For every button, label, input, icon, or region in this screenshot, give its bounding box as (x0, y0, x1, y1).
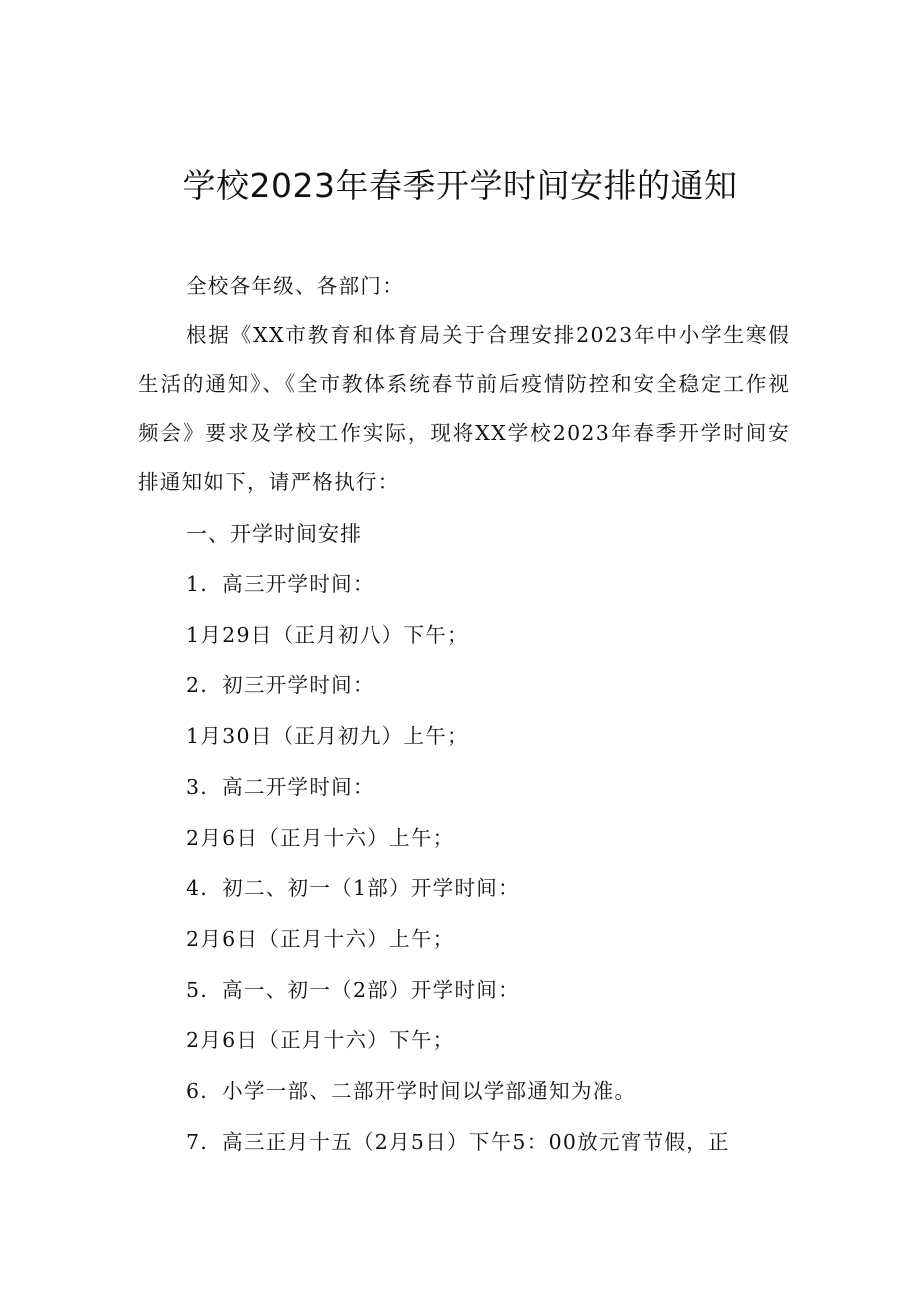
salutation: 全校各年级、各部门： (186, 274, 404, 298)
list-item: 7．高三正月十五（2月5日）下午5：00放元宵节假，正 (186, 1129, 730, 1154)
list-item: 1．高三开学时间： (186, 572, 375, 596)
list-item: 1月29日（正月初八）下午； (186, 622, 469, 647)
list-item: 2．初三开学时间： (186, 673, 375, 698)
list-item: 2月6日（正月十六）上午； (186, 926, 455, 951)
document-body (138, 262, 790, 1167)
section-heading-schedule: 一、开学时间安排 (186, 522, 362, 546)
list-item: 3．高二开学时间： (186, 774, 375, 799)
list-item: 5．高一、初一（2部）开学时间： (186, 977, 520, 1002)
list-item: 1月30日（正月初九）上午； (186, 724, 469, 749)
list-item: 2月6日（正月十六）下午； (186, 1028, 455, 1053)
document-title: 学校2023年春季开学时间安排的通知 (182, 166, 738, 205)
intro-paragraph: 根据《XX市教育和体育局关于合理安排2023年中小学生寒假生活的通知》、《全市教体系统春节前后疫情防控和安全稳定工作视频会》要求及学校工作实际，现将XX学校2023年春季开学时间安排通知如下，请严格执行： (138, 323, 790, 494)
list-item: 2月6日（正月十六）上午； (186, 825, 455, 850)
list-item: 4．初二、初一（1部）开学时间： (186, 876, 520, 901)
list-item: 6．小学一部、二部开学时间以学部通知为准。 (186, 1079, 637, 1104)
